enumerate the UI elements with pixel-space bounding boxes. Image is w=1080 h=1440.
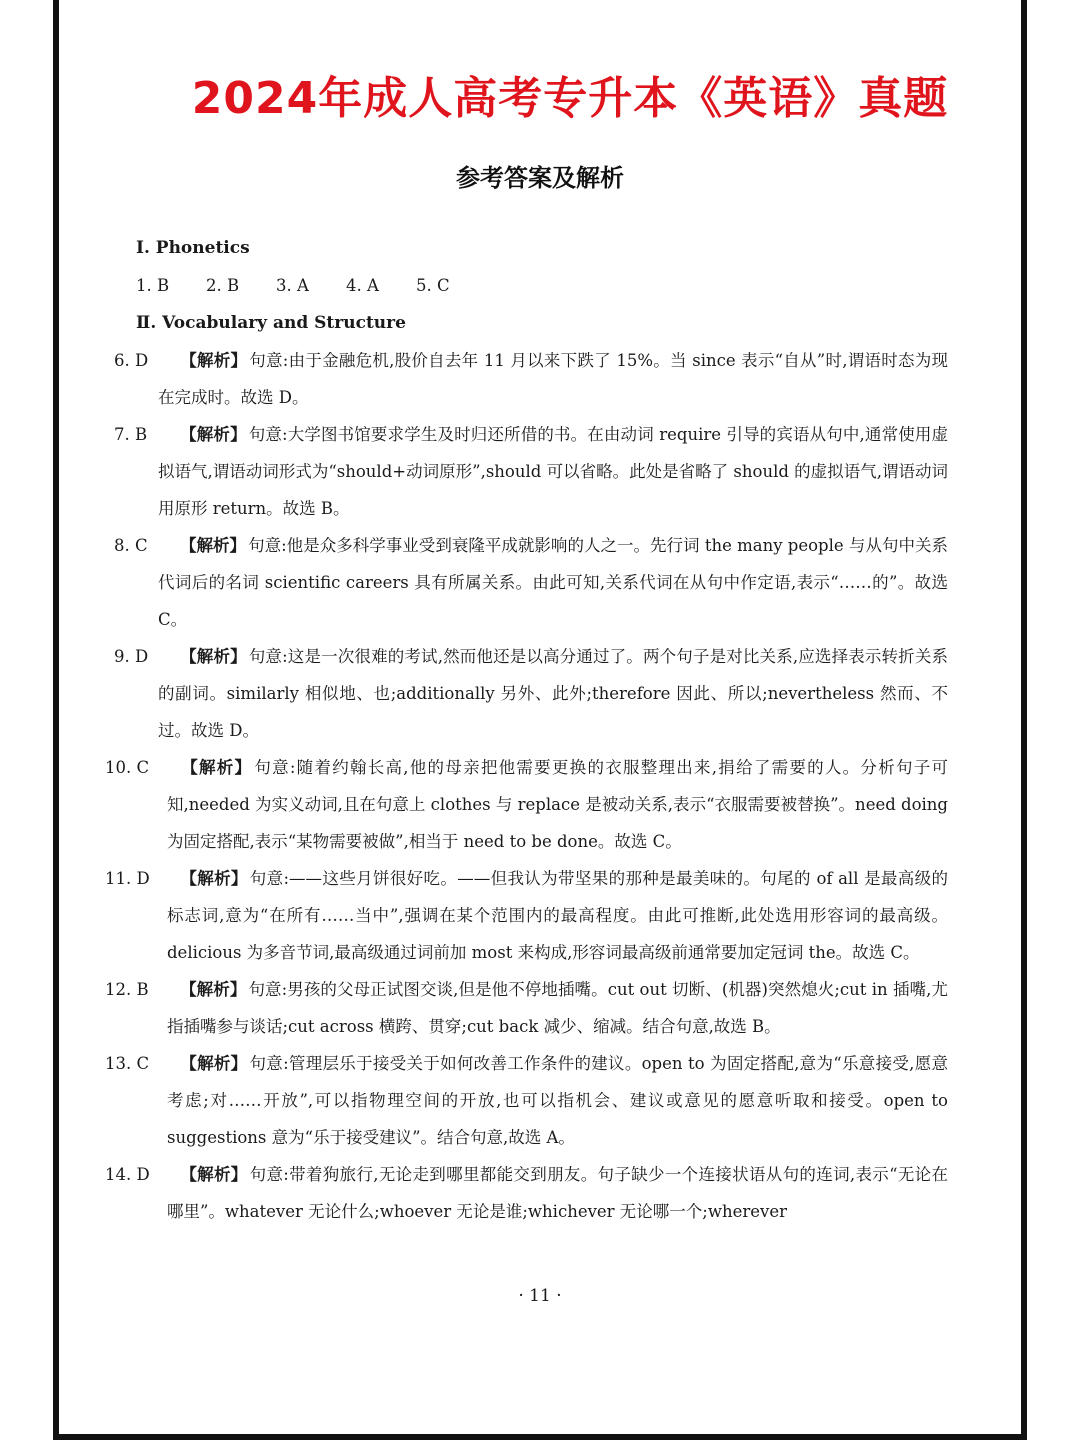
phonetics-answers — [136, 267, 948, 305]
question-number: 11. D — [105, 869, 150, 888]
question-number: 8. C — [114, 536, 148, 555]
explanation-item — [105, 971, 949, 1045]
explanation-item — [105, 1156, 949, 1230]
page-number: · 11 · — [518, 1286, 562, 1306]
analysis-tag: 【解析】 — [180, 1054, 248, 1073]
question-number: 10. C — [105, 758, 150, 777]
explanation-item — [114, 416, 948, 527]
analysis-tag: 【解析】 — [180, 1165, 248, 1184]
answer-item: 3. A — [276, 276, 309, 295]
question-number: 12. B — [105, 980, 149, 999]
explanation-text: 句意:带着狗旅行,无论走到哪里都能交到朋友。句子缺少一个连接状语从句的连词,表示“无论在哪里”。whatever 无论什么;whoever 无论是谁;whichever 无论哪一个;wherever — [167, 1165, 949, 1221]
explanation-text: 句意:随着约翰长高,他的母亲把他需要更换的衣服整理出来,捐给了需要的人。分析句子可知,needed 为实义动词,且在句意上 clothes 与 replace 是被动关系,表示“衣服需要被替换”。need doing 为固定搭配,表示“某物需要被做”,相当于 need to be done。故选 C。 — [167, 758, 948, 851]
question-number: 7. B — [114, 425, 148, 444]
answer-item: 1. B — [136, 276, 170, 295]
question-number: 9. D — [114, 647, 149, 666]
analysis-tag: 【解析】 — [180, 980, 247, 999]
explanation-item — [105, 1045, 948, 1156]
analysis-tag: 【解析】 — [180, 869, 248, 888]
explanation-text: 句意:——这些月饼很好吃。——但我认为带坚果的那种是最美味的。句尾的 of all 是最高级的标志词,意为“在所有……当中”,强调在某个范围内的最高程度。由此可推断,此处选用形容词的最高级。delicious 为多音节词,最高级通过词前加 most 来构成,形容词最高级前通常要加定冠词 the。故选 C。 — [167, 869, 948, 962]
question-number: 14. D — [105, 1165, 150, 1184]
section-heading-vocabulary: Ⅱ. Vocabulary and Structure — [136, 313, 406, 333]
section-heading-phonetics: Ⅰ. Phonetics — [136, 238, 250, 258]
analysis-tag: 【解析】 — [180, 647, 247, 666]
explanation-text: 句意:男孩的父母正试图交谈,但是他不停地插嘴。cut out 切断、(机器)突然熄火;cut in 插嘴,尤指插嘴参与谈话;cut across 横跨、贯穿;cut back 减少、缩减。结合句意,故选 B。 — [167, 980, 949, 1036]
explanation-text: 句意:管理层乐于接受关于如何改善工作条件的建议。open to 为固定搭配,意为“乐意接受,愿意考虑;对……开放”,可以指物理空间的开放,也可以指机会、建议或意见的愿意听取和接受。open to suggestions 意为“乐于接受建议”。结合句意,故选 A。 — [167, 1054, 948, 1147]
answer-item: 4. A — [346, 276, 379, 295]
explanation-item — [105, 749, 948, 860]
answer-content — [105, 230, 949, 1230]
page-subtitle: 参考答案及解析 — [456, 164, 624, 192]
explanation-text: 句意:大学图书馆要求学生及时归还所借的书。在由动词 require 引导的宾语从句中,通常使用虚拟语气,谓语动词形式为“should+动词原形”,should 可以省略。此处是省略了 should 的虚拟语气,谓语动词用原形 return。故选 B。 — [158, 425, 948, 518]
analysis-tag: 【解析】 — [180, 425, 247, 444]
explanation-item — [114, 638, 948, 749]
explanation-text: 句意:这是一次很难的考试,然而他还是以高分通过了。两个句子是对比关系,应选择表示转折关系的副词。similarly 相似地、也;additionally 另外、此外;therefore 因此、所以;nevertheless 然而、不过。故选 D。 — [158, 647, 948, 740]
answer-item: 2. B — [206, 276, 240, 295]
analysis-tag: 【解析】 — [180, 536, 247, 555]
answer-item: 5. C — [416, 276, 450, 295]
explanation-item — [114, 527, 948, 638]
explanation-item — [114, 342, 948, 416]
explanation-text: 句意:由于金融危机,股价自去年 11 月以来下跌了 15%。当 since 表示“自从”时,谓语时态为现在完成时。故选 D。 — [158, 351, 948, 407]
explanation-text: 句意:他是众多科学事业受到衰隆平成就影响的人之一。先行词 the many people 与从句中关系代词后的名词 scientific careers 具有所属关系。由此可知,关系代词在从句中作定语,表示“……的”。故选 C。 — [158, 536, 948, 629]
question-number: 6. D — [114, 351, 149, 370]
analysis-tag: 【解析】 — [180, 351, 248, 370]
question-number: 13. C — [105, 1054, 150, 1073]
page-title: 2024年成人高考专升本《英语》真题 — [191, 73, 949, 124]
analysis-tag: 【解析】 — [180, 758, 253, 777]
explanation-item — [105, 860, 948, 971]
